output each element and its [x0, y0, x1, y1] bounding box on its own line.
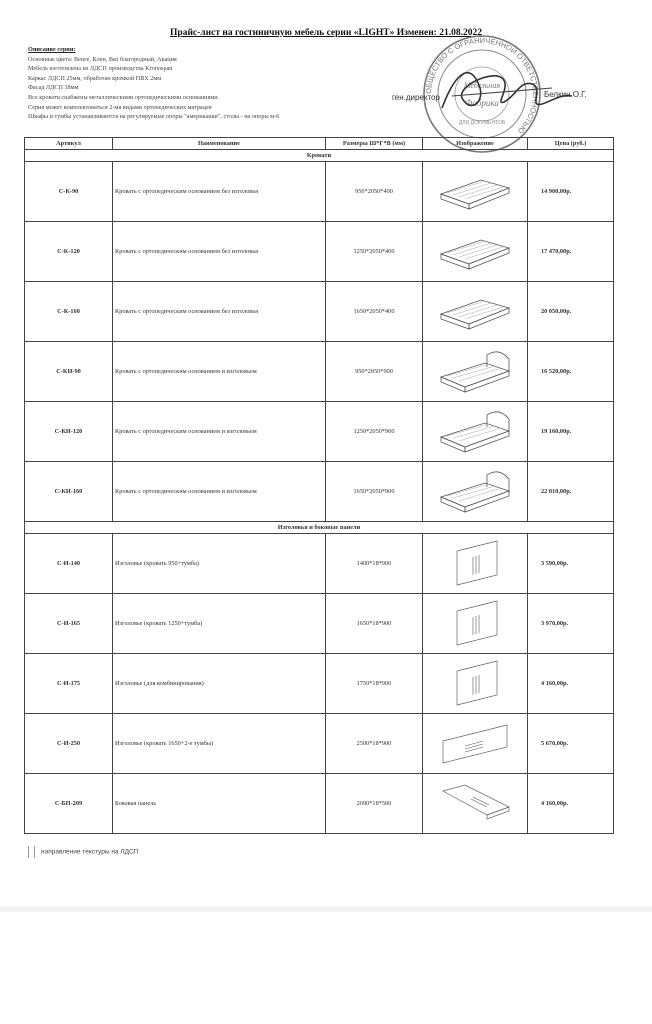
dimensions-cell: 1650*2050*400: [326, 282, 423, 342]
dimensions-cell: 2090*18*500: [326, 774, 423, 834]
name-cell: Изголовье (для комбинирования): [113, 654, 326, 714]
article-cell: С-БП-209: [25, 774, 113, 834]
image-cell: [423, 462, 528, 522]
header-article: Артикул: [25, 138, 113, 150]
article-cell: С-К-120: [25, 222, 113, 282]
dimensions-cell: 1750*18*900: [326, 654, 423, 714]
article-cell: С-И-165: [25, 594, 113, 654]
table-row: [25, 402, 614, 462]
svg-text:Мебельная: Мебельная: [463, 81, 501, 90]
description-heading: Описание серии:: [28, 46, 76, 53]
price-cell: 19 160,00р.: [528, 402, 614, 462]
section-title: Изголовья и боковые панели: [25, 522, 614, 534]
series-description: [28, 45, 279, 122]
name-cell: Изголовье (кровать 1650+2-е тумбы): [113, 714, 326, 774]
article-cell: С-КИ-160: [25, 462, 113, 522]
texture-direction-icon: [28, 846, 35, 858]
svg-text:ДЛЯ ДОКУМЕНТОВ: ДЛЯ ДОКУМЕНТОВ: [458, 120, 506, 126]
name-cell: Боковая панель: [113, 774, 326, 834]
name-cell: Кровать с ортопедическим основанием без изголовья: [113, 282, 326, 342]
table-body: [25, 150, 614, 834]
dimensions-cell: 1250*2050*400: [326, 222, 423, 282]
image-cell: [423, 222, 528, 282]
image-cell: [423, 654, 528, 714]
table-row: [25, 534, 614, 594]
bed-with-headboard-icon: [423, 409, 527, 455]
table-row: [25, 654, 614, 714]
bed-with-headboard-icon: [423, 349, 527, 395]
image-cell: [423, 162, 528, 222]
article-cell: С-К-90: [25, 162, 113, 222]
price-cell: 4 160,00р.: [528, 654, 614, 714]
header-image: Изображение: [423, 138, 528, 150]
name-cell: Кровать с ортопедическим основанием и изголовьем: [113, 342, 326, 402]
table-row: [25, 594, 614, 654]
table-row: [25, 714, 614, 774]
headboard-panel-icon: [423, 599, 527, 649]
price-cell: 14 900,00р.: [528, 162, 614, 222]
article-cell: С-К-160: [25, 282, 113, 342]
dimensions-cell: 950*2050*400: [326, 162, 423, 222]
image-cell: [423, 402, 528, 462]
name-cell: Кровать с ортопедическим основанием без изголовья: [113, 222, 326, 282]
description-line: Шкафы и тумбы устанавливаются на регулируемые опоры "американки", столы - на опоры м-6: [28, 113, 280, 121]
name-cell: Кровать с ортопедическим основанием без изголовья: [113, 162, 326, 222]
dimensions-cell: 950*2050*900: [326, 342, 423, 402]
section-title: Кровати: [25, 150, 614, 162]
image-cell: [423, 714, 528, 774]
signature-name: Белкин О.Г.: [544, 90, 587, 99]
legend: [28, 846, 138, 858]
price-cell: 4 160,00р.: [528, 774, 614, 834]
article-cell: С-КИ-120: [25, 402, 113, 462]
headboard-panel-icon: [423, 659, 527, 709]
bed-with-headboard-icon: [423, 469, 527, 515]
table-row: [25, 282, 614, 342]
article-cell: С-КИ-90: [25, 342, 113, 402]
wide-headboard-panel-icon: [423, 719, 527, 769]
signature-label: ген.директор: [392, 93, 440, 102]
price-cell: 3 970,00р.: [528, 594, 614, 654]
section-header-row: [25, 150, 614, 162]
side-panel-icon: [423, 781, 527, 827]
headboard-panel-icon: [423, 539, 527, 589]
header-price: Цена (руб.): [528, 138, 614, 150]
image-cell: [423, 282, 528, 342]
price-cell: 3 590,00р.: [528, 534, 614, 594]
table-row: [25, 222, 614, 282]
image-cell: [423, 534, 528, 594]
image-cell: [423, 594, 528, 654]
name-cell: Кровать с ортопедическим основанием и изголовьем: [113, 402, 326, 462]
header-dimensions: Размеры Ш*Г*В (мм): [326, 138, 423, 150]
name-cell: Изголовье (кровать 1250+тумба): [113, 594, 326, 654]
dimensions-cell: 1250*2050*900: [326, 402, 423, 462]
description-line: Мебель изготовлена из ЛДСП производства Kronospan: [28, 65, 173, 73]
document-title: Прайс-лист на гостиничную мебель серии «LIGHT» Изменен: 21.08.2022: [170, 28, 482, 38]
svg-text:Фабрика: Фабрика: [465, 98, 499, 108]
price-cell: 20 050,00р.: [528, 282, 614, 342]
table-row: [25, 162, 614, 222]
scan-edge: [0, 905, 652, 913]
dimensions-cell: 1400*18*900: [326, 534, 423, 594]
image-cell: [423, 342, 528, 402]
article-cell: С-И-140: [25, 534, 113, 594]
section-header-row: [25, 522, 614, 534]
image-cell: [423, 774, 528, 834]
legend-text: направление текстуры на ЛДСП: [41, 848, 139, 856]
name-cell: Кровать с ортопедическим основанием и изголовьем: [113, 462, 326, 522]
dimensions-cell: 2500*18*900: [326, 714, 423, 774]
price-cell: 16 520,00р.: [528, 342, 614, 402]
bed-no-headboard-icon: [423, 292, 527, 332]
description-line: Основные цвета: Венге, Клен, Вяз благородный, Акация: [28, 55, 177, 63]
description-line: Каркас ЛДСП 25мм, обработан кромкой ПВХ 2мм: [28, 74, 162, 82]
dimensions-cell: 1650*18*900: [326, 594, 423, 654]
name-cell: Изголовье (кровать 950+тумба): [113, 534, 326, 594]
bed-no-headboard-icon: [423, 232, 527, 272]
article-cell: С-И-175: [25, 654, 113, 714]
bed-no-headboard-icon: [423, 172, 527, 212]
header-name: Наименование: [113, 138, 326, 150]
price-table: [24, 137, 614, 834]
description-line: Все кровати снабжены металлическими ортопедическими основаниями.: [28, 93, 220, 101]
table-row: [25, 774, 614, 834]
price-cell: 22 010,00р.: [528, 462, 614, 522]
svg-text:ОБЩЕСТВО С ОГРАНИЧЕННОЙ ОТВЕТС: ОБЩЕСТВО С ОГРАНИЧЕННОЙ ОТВЕТСТВЕННОСТЬЮ: [423, 35, 541, 136]
price-cell: 5 670,00р.: [528, 714, 614, 774]
description-line: Серия может комплектоваться 2-мя видами ортопедических матрацев: [28, 103, 212, 111]
dimensions-cell: 1650*2050*900: [326, 462, 423, 522]
table-header-row: [25, 138, 614, 150]
article-cell: С-И-250: [25, 714, 113, 774]
table-row: [25, 462, 614, 522]
table-row: [25, 342, 614, 402]
description-line: Фасад ЛДСП 18мм: [28, 84, 79, 92]
price-cell: 17 470,00р.: [528, 222, 614, 282]
